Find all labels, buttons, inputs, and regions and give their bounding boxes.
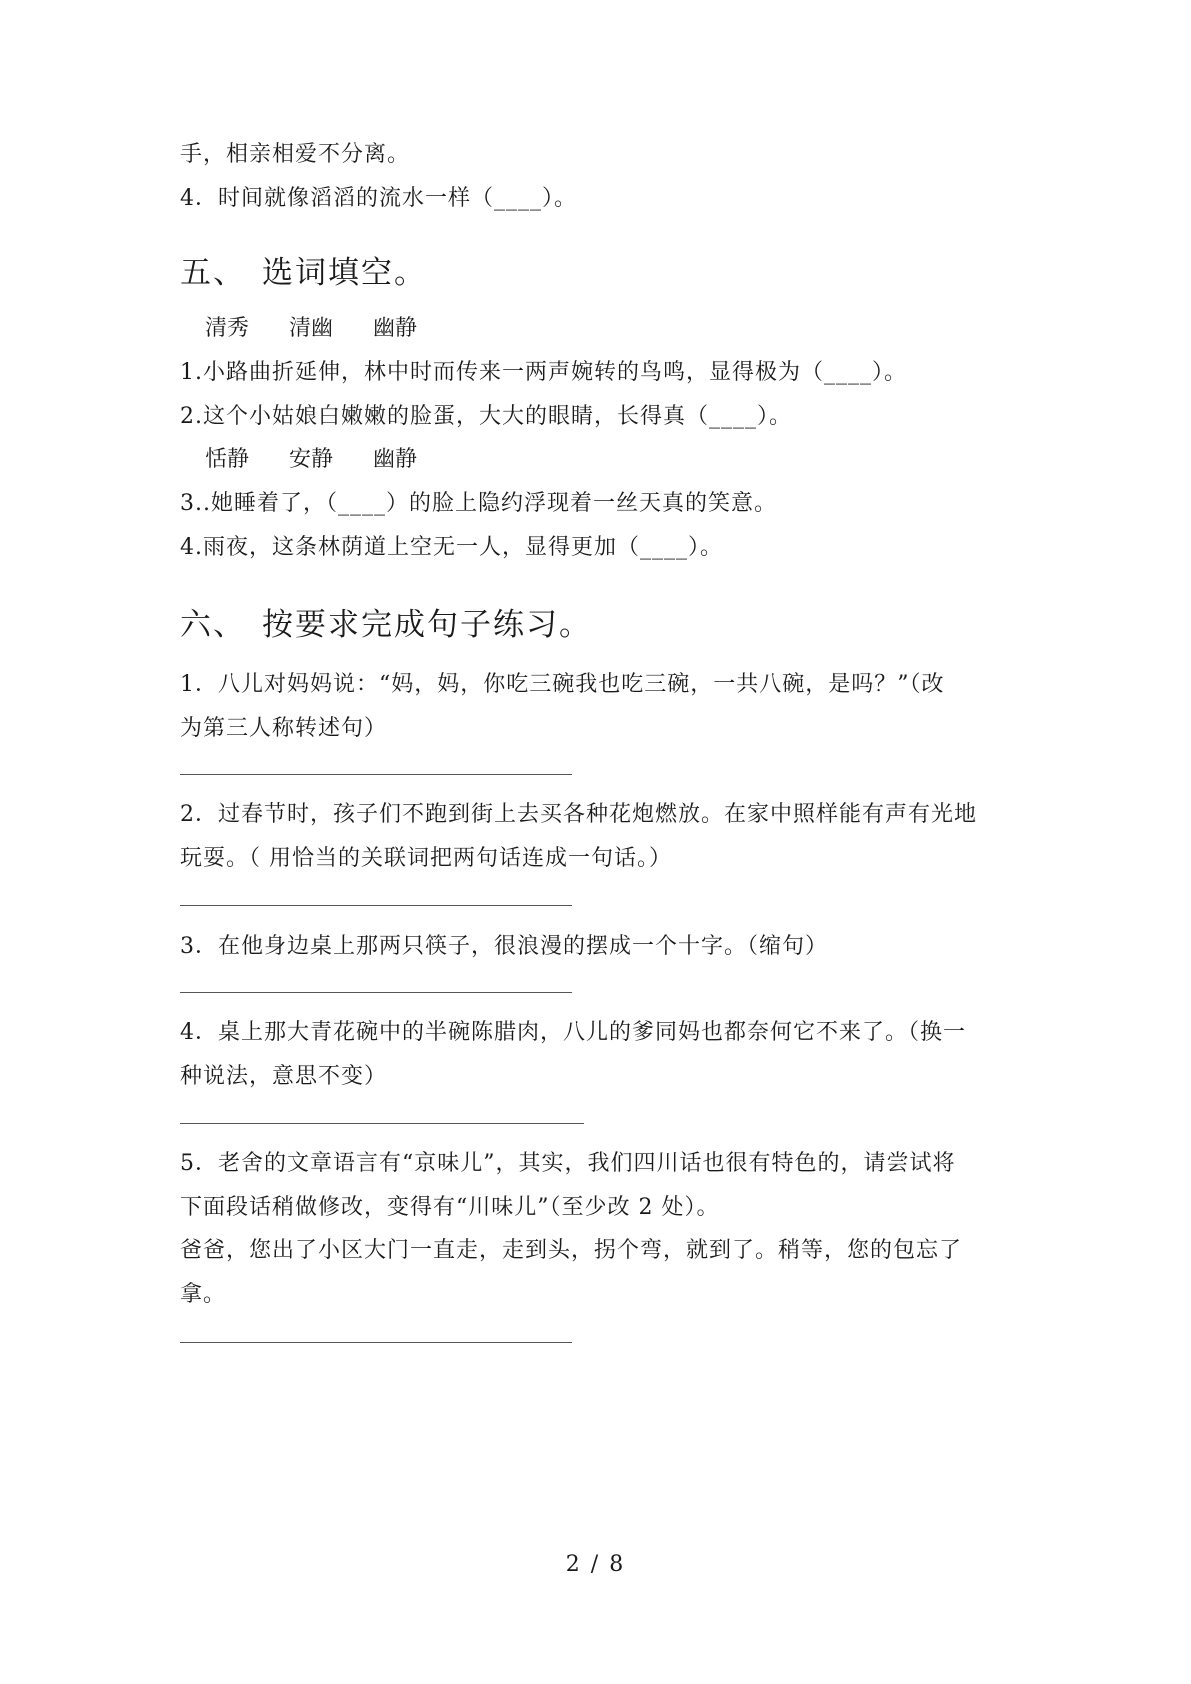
answer-line-5[interactable]: [180, 1342, 572, 1343]
section-5-question-1: 1.小路曲折延伸，林中时而传来一两声婉转的鸟鸣，显得极为（____）。: [180, 360, 907, 385]
word-bank-2-item: 恬静: [205, 447, 250, 472]
answer-line-4[interactable]: [180, 1123, 584, 1124]
answer-line-1[interactable]: [180, 774, 572, 775]
section-6-number: 六、: [180, 607, 246, 643]
word-bank-1-item: 清秀: [205, 316, 250, 341]
section-6-question-1-line-1: 1．八儿对妈妈说：“妈，妈，你吃三碗我也吃三碗，一共八碗，是吗？”（改: [180, 672, 945, 697]
section-5-number: 五、: [180, 255, 246, 291]
word-bank-2-item: 安静: [289, 447, 334, 472]
section-6-question-5-line-4: 拿。: [180, 1282, 227, 1307]
word-bank-1: [205, 314, 457, 344]
section-6-question-4-line-2: 种说法，意思不变）: [180, 1064, 388, 1089]
section-5-question-2: 2.这个小姑娘白嫩嫩的脸蛋，大大的眼睛，长得真（____）。: [180, 404, 792, 429]
section-6-question-5-line-2: 下面段话稍做修改，变得有“川味儿”（至少改 2 处）。: [180, 1195, 720, 1220]
answer-line-3[interactable]: [180, 992, 572, 993]
continuation-line-2: 4．时间就像滔滔的流水一样（____）。: [180, 186, 577, 211]
section-6-question-5-line-3: 爸爸，您出了小区大门一直走，走到头，拐个弯，就到了。稍等，您的包忘了: [180, 1238, 963, 1263]
section-6-question-1-line-2: 为第三人称转述句）: [180, 716, 388, 741]
section-6-question-4-line-1: 4．桌上那大青花碗中的半碗陈腊肉，八儿的爹同妈也都奈何它不来了。（换一: [180, 1020, 966, 1045]
word-bank-2: [205, 445, 457, 475]
section-6-question-2-line-1: 2．过春节时，孩子们不跑到街上去买各种花炮燃放。在家中照样能有声有光地: [180, 802, 977, 827]
continuation-line-1: 手，相亲相爱不分离。: [180, 142, 411, 167]
section-6-question-5-line-1: 5．老舍的文章语言有“京味儿”，其实，我们四川话也很有特色的，请尝试将: [180, 1151, 956, 1176]
section-6-heading: [180, 605, 592, 645]
word-bank-1-item: 幽静: [373, 316, 418, 341]
section-6-question-3-line-1: 3．在他身边桌上那两只筷子，很浪漫的摆成一个十字。（缩句）: [180, 934, 828, 959]
section-5-question-4: 4.雨夜，这条林荫道上空无一人，显得更加（____）。: [180, 535, 723, 560]
section-6-title: 按要求完成句子练习。: [262, 607, 592, 643]
section-6-question-2-line-2: 玩耍。（ 用恰当的关联词把两句话连成一句话。）: [180, 846, 672, 871]
word-bank-2-item: 幽静: [373, 447, 418, 472]
section-5-question-3: 3..她睡着了，（____）的脸上隐约浮现着一丝天真的笑意。: [180, 491, 777, 516]
page-number: 2 / 8: [565, 1552, 626, 1577]
section-5-title: 选词填空。: [262, 255, 427, 291]
section-5-heading: [180, 253, 427, 293]
answer-line-2[interactable]: [180, 905, 572, 906]
word-bank-1-item: 清幽: [289, 316, 334, 341]
